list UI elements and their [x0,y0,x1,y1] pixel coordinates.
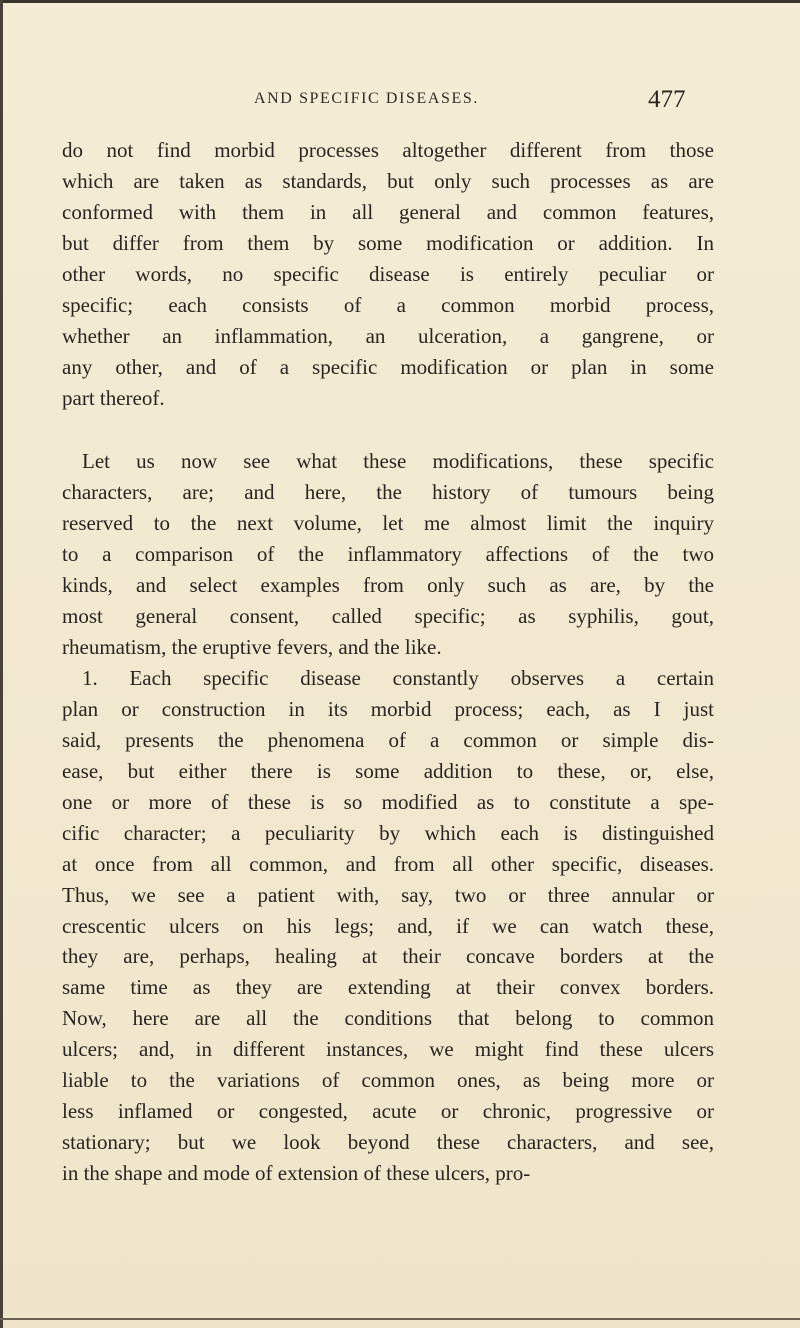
text-line: rheumatism, the eruptive fevers, and the like. [62,635,442,660]
text-line: other words, no specific disease is entirely peculiar or [62,261,714,286]
text-line: 1. Each specific disease constantly observes a certain [82,666,714,690]
text-line: most general consent, called specific; as syphilis, gout, [62,604,714,629]
paragraph-gap [62,413,714,446]
text-line: ulcers; and, in different instances, we might find these ulcers [62,1037,714,1062]
text-line: whether an inflammation, an ulceration, a gangrene, or [62,323,714,348]
running-title: AND SPECIFIC DISEASES. [254,90,480,107]
text-line: conformed with them in all general and common features, [62,199,714,224]
text-line: kinds, and select examples from only such as are, by the [62,573,714,598]
text-line: ease, but either there is some addition to these, or, else, [62,758,714,783]
body-text [62,135,714,1189]
text-line: plan or construction in its morbid process; each, as I just [62,696,714,721]
page-number: 477 [648,86,686,113]
text-line: part thereof. [62,385,165,410]
page-top-edge [0,0,800,3]
text-line: cific character; a peculiarity by which each is distinguished [62,820,714,845]
text-line: said, presents the phenomena of a common or simple dis- [62,727,714,752]
text-line: any other, and of a specific modification or plan in some [62,354,714,379]
text-line: at once from all common, and from all other specific, diseases. [62,851,714,876]
text-line: Now, here are all the conditions that belong to common [62,1006,714,1031]
paragraph [62,663,714,1189]
text-line: they are, perhaps, healing at their concave borders at the [62,944,714,969]
page-left-edge [0,0,3,1328]
text-line: characters, are; and here, the history of tumours being [62,480,714,505]
text-line: stationary; but we look beyond these characters, and see, [62,1130,714,1155]
text-line: specific; each consists of a common morbid process, [62,292,714,317]
text-line: in the shape and mode of extension of these ulcers, pro- [62,1161,531,1185]
paragraph [62,446,714,663]
text-line: to a comparison of the inflammatory affections of the two [62,542,714,567]
text-line: reserved to the next volume, let me almost limit the inquiry [62,511,714,536]
paragraph [62,135,714,413]
text-line: one or more of these is so modified as to constitute a spe- [62,789,714,814]
text-line: less inflamed or congested, acute or chronic, progressive or [62,1099,714,1124]
running-head [0,86,800,120]
text-line: but differ from them by some modification or addition. In [62,230,714,255]
text-line: liable to the variations of common ones, as being more or [62,1068,714,1093]
page-bottom-edge [0,1318,800,1320]
text-line: same time as they are extending at their convex borders. [62,975,714,1000]
text-line: Thus, we see a patient with, say, two or three annular or [62,882,714,907]
text-line: Let us now see what these modifications, these specific [82,449,714,474]
text-line: crescentic ulcers on his legs; and, if we can watch these, [62,913,714,938]
text-line: do not find morbid processes altogether different from those [62,138,714,162]
text-line: which are taken as standards, but only such processes as are [62,168,714,193]
